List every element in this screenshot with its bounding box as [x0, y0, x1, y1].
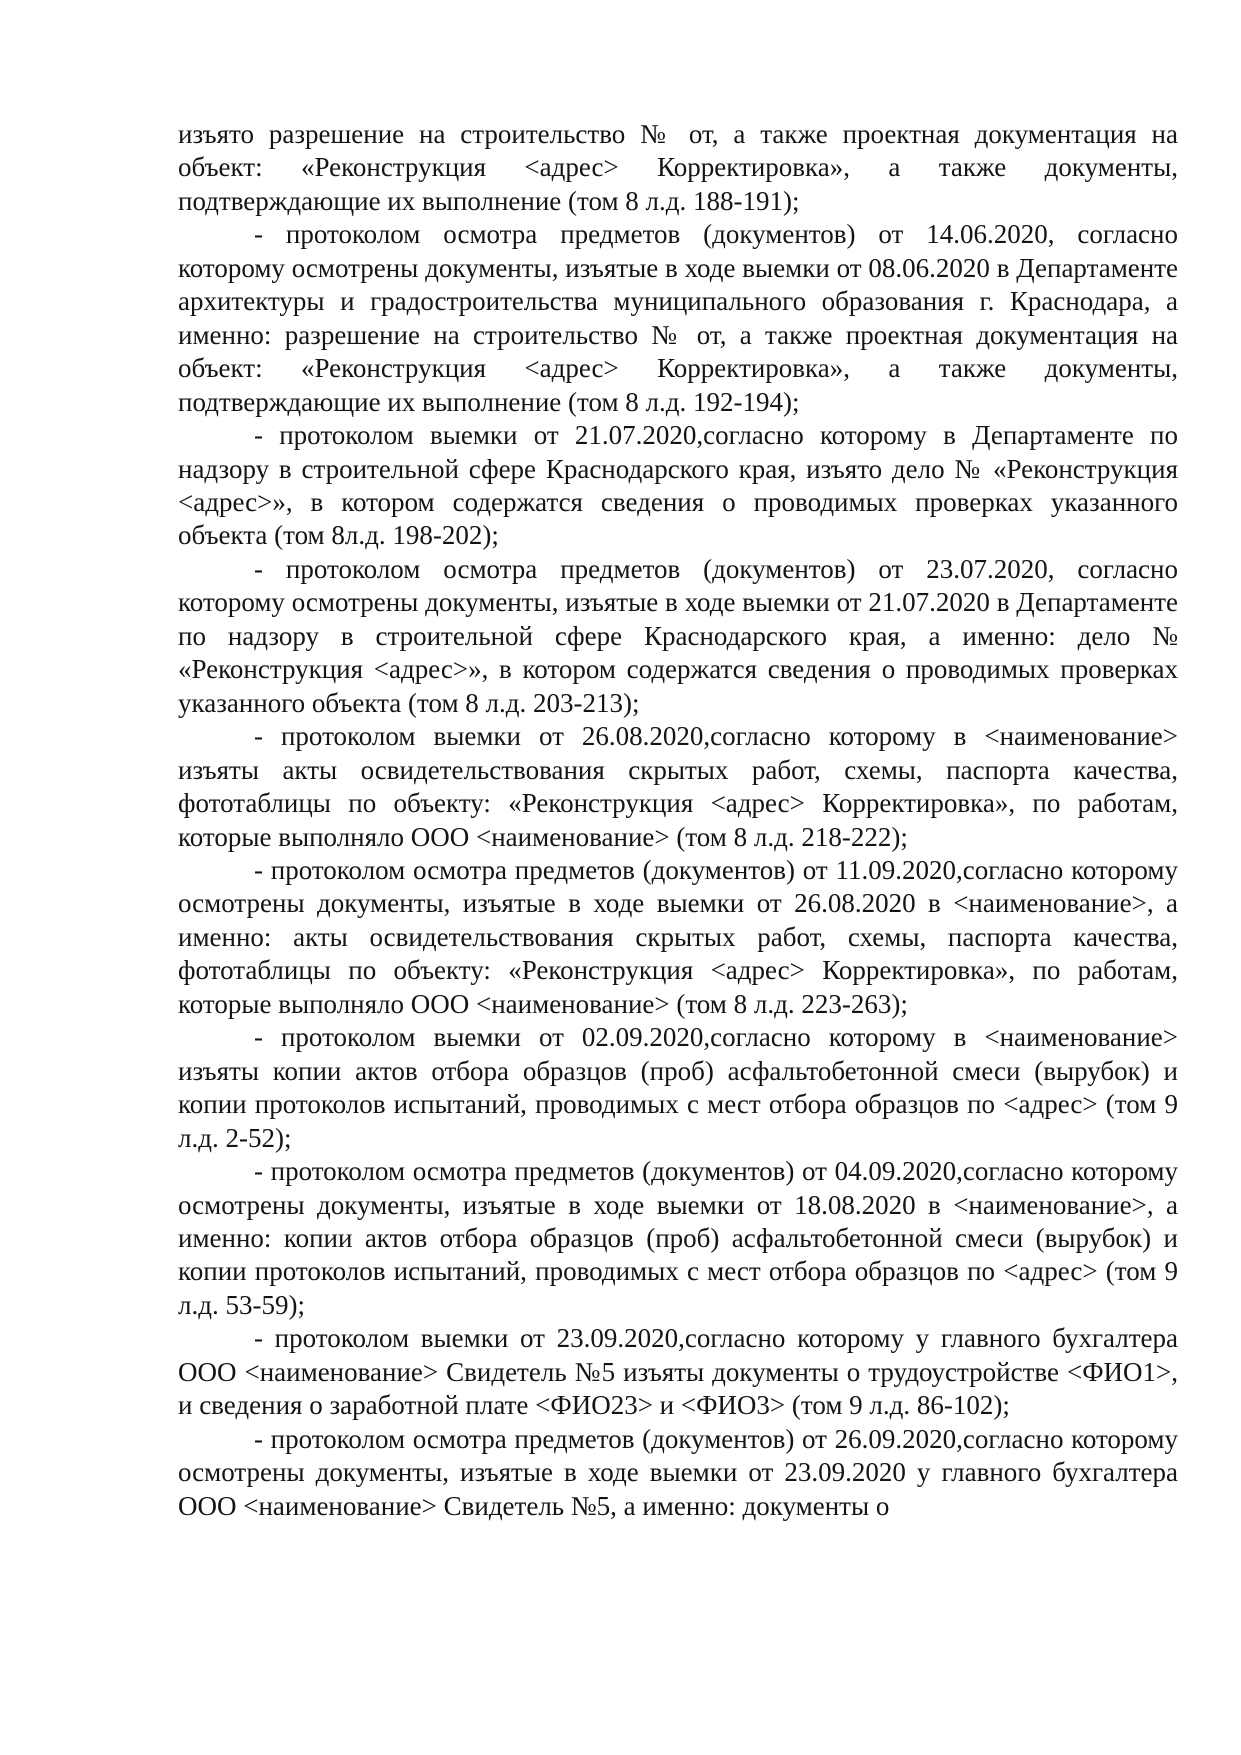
paragraph-8: - протоколом осмотра предметов (документов) от 04.09.2020,согласно которому осмотрены документы, изъятые в ходе выемки от 18.08.2020 в <наименование>, а именно: копии актов отбора образцов (проб) асфальтобетонной смеси (вырубок) и копии протоколов испытаний, проводимых с мест отбора образцов по <адрес> (том 9 л.д. 53-59); — [178, 1156, 1178, 1320]
paragraph-7: - протоколом выемки от 02.09.2020,согласно которому в <наименование> изъяты копии актов отбора образцов (проб) асфальтобетонной смеси (вырубок) и копии протоколов испытаний, проводимых с мест отбора образцов по <адрес> (том 9 л.д. 2-52); — [178, 1022, 1178, 1153]
paragraph-4: - протоколом осмотра предметов (документов) от 23.07.2020, согласно которому осмотрены документы, изъятые в ходе выемки от 21.07.2020 в Департаменте по надзору в строительной сфере Краснодарского края, а именно: дело № «Реконструкция <адрес>», в котором содержатся сведения о проводимых проверках указанного объекта (том 8 л.д. 203-213); — [178, 553, 1178, 718]
paragraph-6: - протоколом осмотра предметов (документов) от 11.09.2020,согласно которому осмотрены документы, изъятые в ходе выемки от 26.08.2020 в <наименование>, а именно: акты освидетельствования скрытых работ, схемы, паспорта качества, фототаблицы по объекту: «Реконструкция <адрес> Корректировка», по работам, которые выполняло ООО <наименование> (том 8 л.д. 223-263); — [178, 854, 1178, 1019]
paragraph-9: - протоколом выемки от 23.09.2020,согласно которому у главного бухгалтера ООО <наименование> Свидетель №5 изъяты документы о трудоустройстве <ФИО1>, и сведения о заработной плате <ФИО23> и <ФИО3> (том 9 л.д. 86-102); — [178, 1323, 1178, 1421]
paragraph-1: изъято разрешение на строительство № от, а также проектная документация на объект: «Реконструкция <адрес> Корректировка», а также документы, подтверждающие их выполнение (том 8 л.д. 188-191); — [178, 119, 1178, 216]
paragraph-2: - протоколом осмотра предметов (документов) от 14.06.2020, согласно которому осмотрены документы, изъятые в ходе выемки от 08.06.2020 в Департаменте архитектуры и градостроительства муниципального образования г. Краснодара, а именно: разрешение на строительство № от, а также проектная документация на объект: «Реконструкция <адрес> Корректировка», а также документы, подтверждающие их выполнение (том 8 л.д. 192-194); — [178, 219, 1178, 417]
paragraph-5: - протоколом выемки от 26.08.2020,согласно которому в <наименование> изъяты акты освидетельствования скрытых работ, схемы, паспорта качества, фототаблицы по объекту: «Реконструкция <адрес> Корректировка», по работам, которые выполняло ООО <наименование> (том 8 л.д. 218-222); — [178, 721, 1178, 852]
paragraph-10: - протоколом осмотра предметов (документов) от 26.09.2020,согласно которому осмотрены документы, изъятые в ходе выемки от 23.09.2020 у главного бухгалтера ООО <наименование> Свидетель №5, а именно: документы о — [178, 1423, 1178, 1521]
paragraph-3: - протоколом выемки от 21.07.2020,согласно которому в Департаменте по надзору в строительной сфере Краснодарского края, изъято дело № «Реконструкция <адрес>», в котором содержатся сведения о проводимых проверках указанного объекта (том 8л.д. 198-202); — [178, 420, 1178, 551]
document-page — [178, 118, 1178, 1523]
